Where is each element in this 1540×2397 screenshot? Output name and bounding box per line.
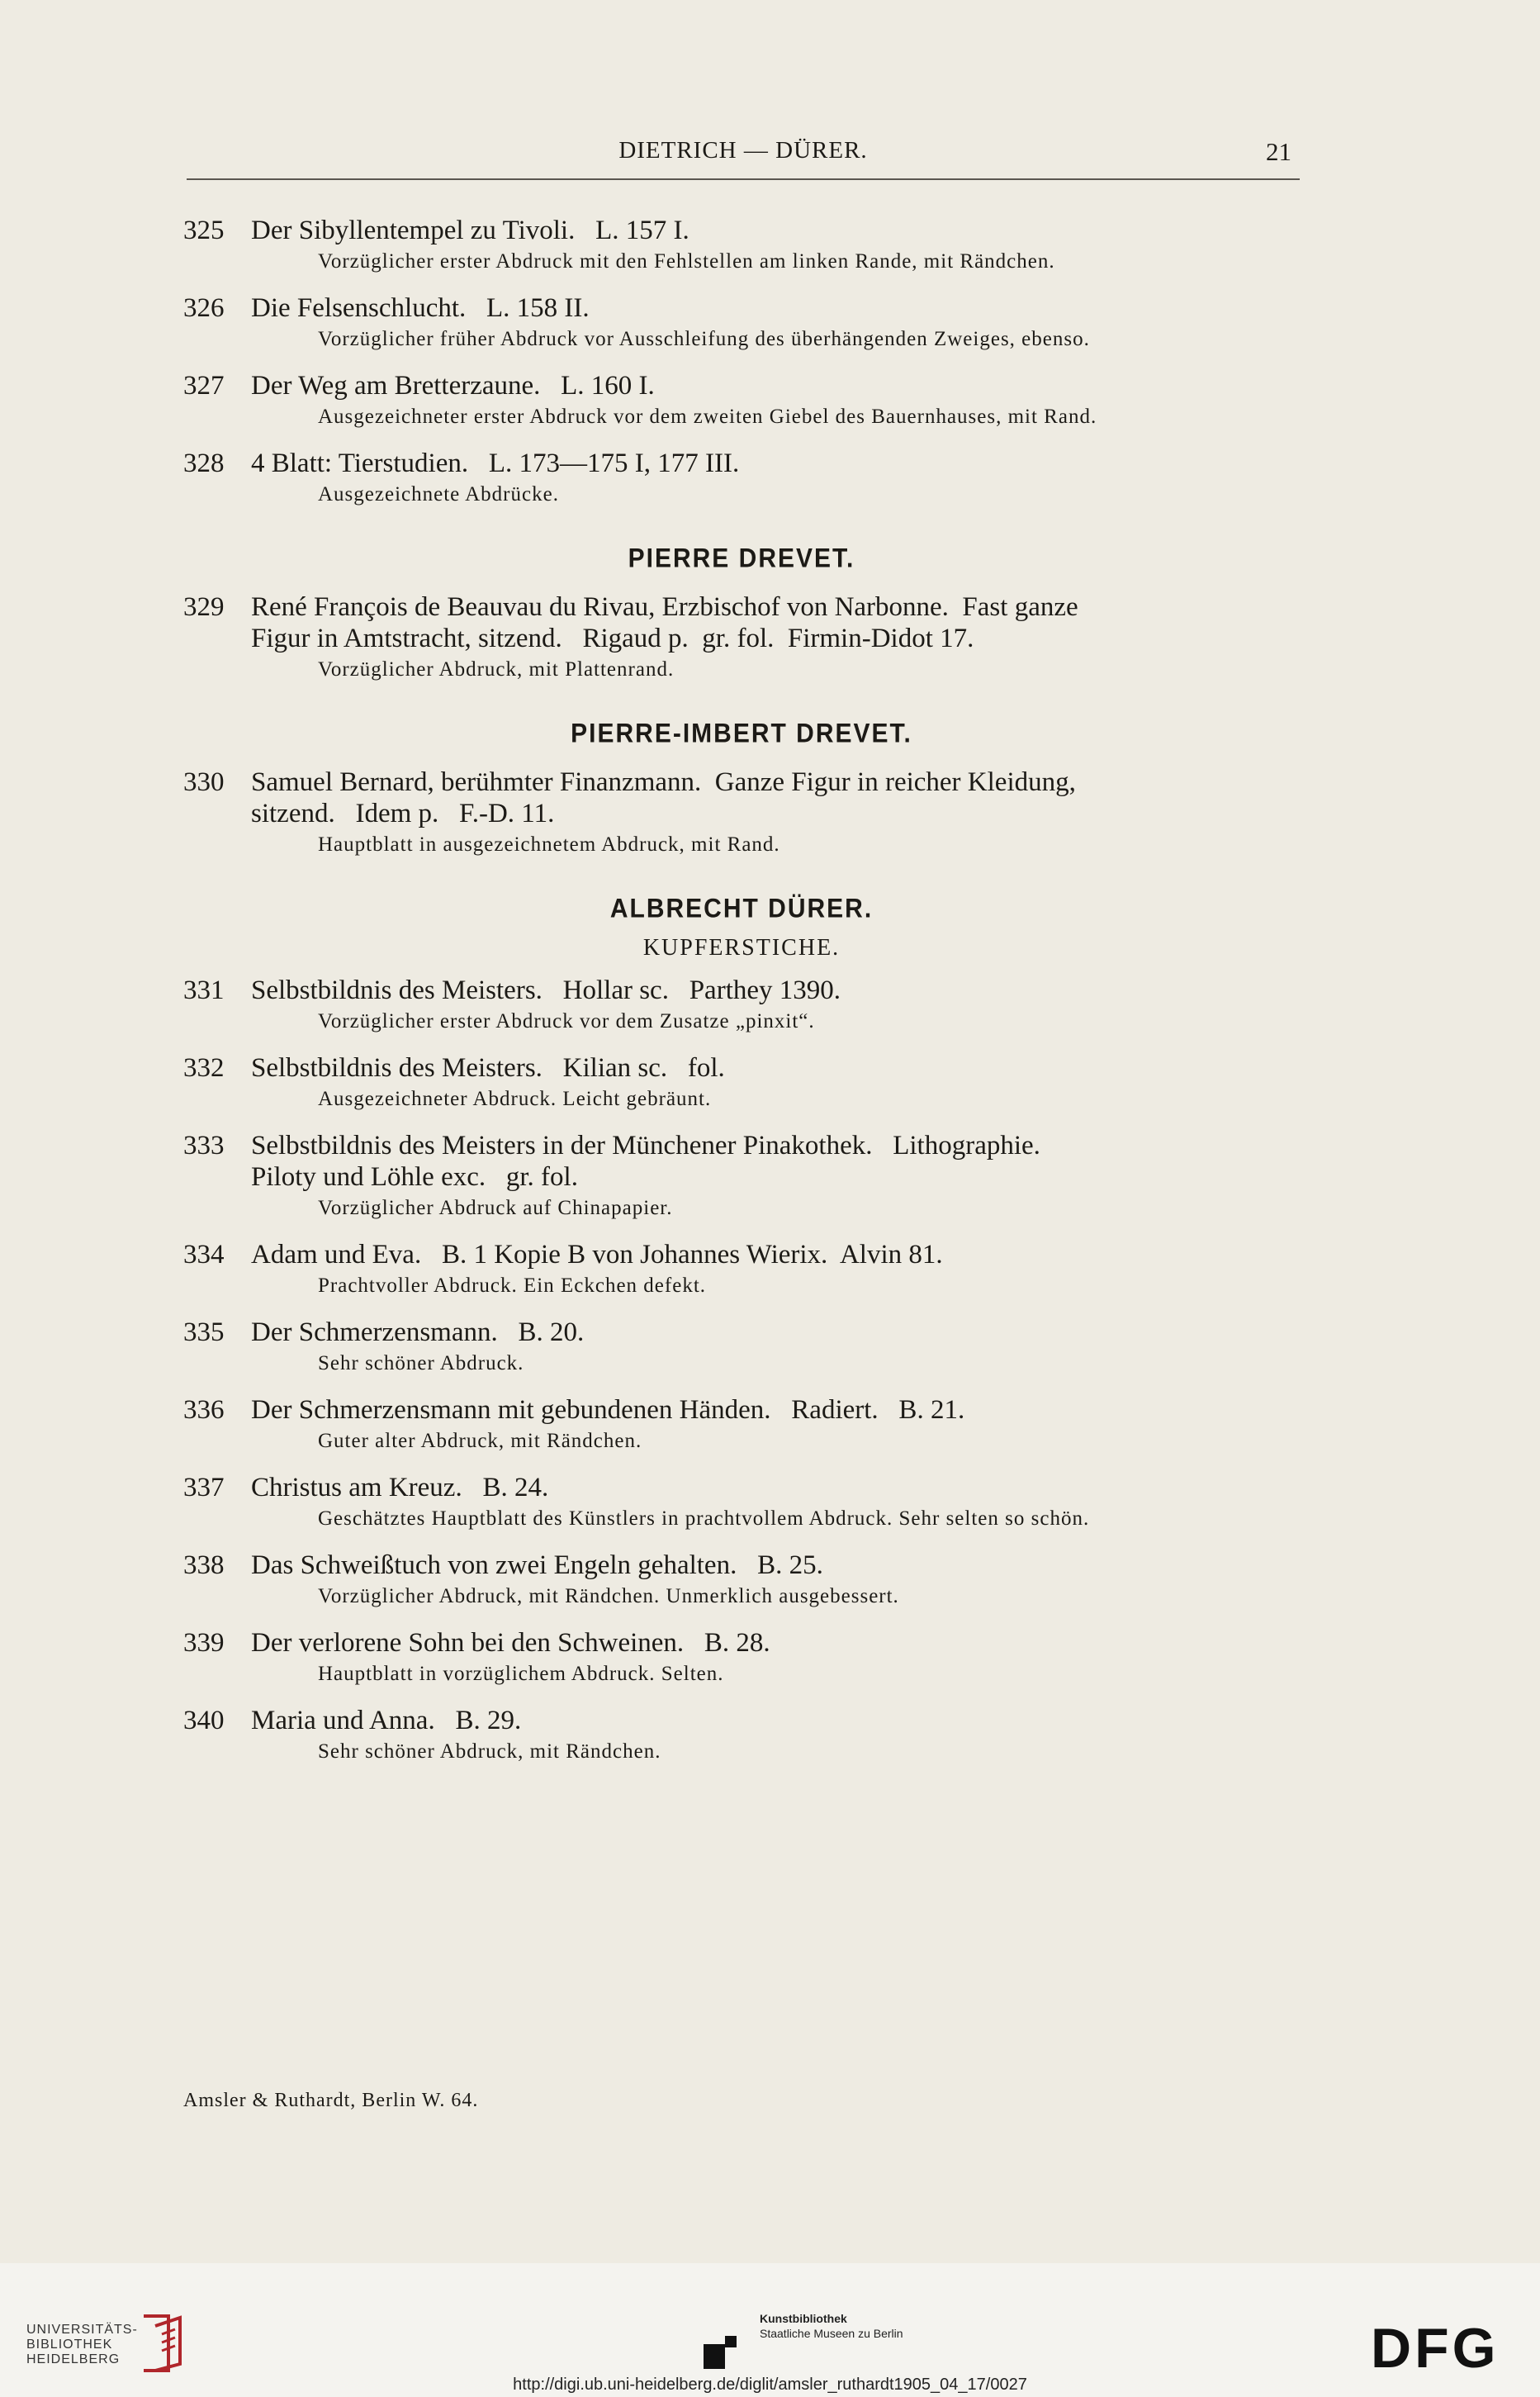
catalogue-entry <box>183 1317 1300 1376</box>
entry-title: Das Schweißtuch von zwei Engeln gehalten. B. 25. <box>251 1550 823 1580</box>
entry-title: Adam und Eva. B. 1 Kopie B von Johannes Wierix. Alvin 81. <box>251 1240 943 1270</box>
lot-number: 333 <box>183 1131 225 1161</box>
entry-title: Selbstbildnis des Meisters. Kilian sc. fol. <box>251 1053 725 1083</box>
kunstbibliothek-text <box>760 2311 903 2341</box>
entry-condition-note: Vorzüglicher erster Abdruck mit den Fehlstellen am linken Rande, mit Rändchen. <box>318 250 1055 273</box>
catalogue-entry <box>183 767 1300 857</box>
kunstbibliothek-name: Kunstbibliothek <box>760 2312 847 2325</box>
catalogue-entry <box>183 1550 1300 1609</box>
entry-title: Samuel Bernard, berühmter Finanzmann. Ganze Figur in reicher Kleidung, <box>251 767 1076 797</box>
entry-condition-note: Geschätztes Hauptblatt des Künstlers in prachtvollem Abdruck. Sehr selten so schön. <box>318 1507 1090 1530</box>
lot-number: 325 <box>183 216 225 245</box>
source-url-link[interactable]: http://digi.ub.uni-heidelberg.de/diglit/amsler_ruthardt1905_04_17/0027 <box>513 2376 1027 2394</box>
catalogue-entry <box>183 1239 1300 1298</box>
header-title: DIETRICH — DÜRER. <box>618 137 868 164</box>
entry-condition-note: Vorzüglicher Abdruck auf Chinapapier. <box>318 1197 673 1219</box>
section-heading: PIERRE-IMBERT DREVET. <box>571 719 912 749</box>
entry-condition-note: Vorzüglicher früher Abdruck vor Ausschleifung des überhängenden Zweiges, ebenso. <box>318 328 1090 350</box>
catalogue-entry <box>183 1472 1300 1531</box>
entry-condition-note: Vorzüglicher erster Abdruck vor dem Zusatze „pinxit“. <box>318 1010 815 1032</box>
lot-number: 339 <box>183 1628 225 1658</box>
lot-number: 328 <box>183 449 225 478</box>
entry-condition-note: Ausgezeichneter erster Abdruck vor dem zweiten Giebel des Bauernhauses, mit Rand. <box>318 406 1097 428</box>
lot-number: 334 <box>183 1240 225 1270</box>
entry-condition-note: Vorzüglicher Abdruck, mit Plattenrand. <box>318 658 675 681</box>
catalogue-entry <box>183 1394 1300 1454</box>
catalogue-entry <box>183 1052 1300 1112</box>
entry-title: Die Felsenschlucht. L. 158 II. <box>251 293 590 323</box>
printer-imprint: Amsler & Ruthardt, Berlin W. 64. <box>183 2090 479 2111</box>
catalogue-entry <box>183 591 1300 682</box>
catalogue-entry <box>183 292 1300 352</box>
section-subheading: KUPFERSTICHE. <box>642 935 841 961</box>
lot-number: 335 <box>183 1317 225 1347</box>
page-number: 21 <box>1266 137 1291 166</box>
digitization-footer <box>0 2263 1540 2397</box>
university-line: HEIDELBERG <box>26 2352 121 2366</box>
entry-condition-note: Ausgezeichnete Abdrücke. <box>318 483 559 506</box>
entry-condition-note: Hauptblatt in ausgezeichnetem Abdruck, mit Rand. <box>318 833 780 856</box>
entry-condition-note: Vorzüglicher Abdruck, mit Rändchen. Unmerklich ausgebessert. <box>318 1585 899 1607</box>
ub-heidelberg-logo-icon <box>137 2313 187 2374</box>
entry-title: Selbstbildnis des Meisters in der Münchener Pinakothek. Lithographie. <box>251 1131 1040 1161</box>
catalogue-entry <box>183 448 1300 507</box>
lot-number: 330 <box>183 767 225 797</box>
section-heading: PIERRE DREVET. <box>628 543 855 574</box>
entry-condition-note: Ausgezeichneter Abdruck. Leicht gebräunt. <box>318 1088 712 1110</box>
entry-title: Maria und Anna. B. 29. <box>251 1706 522 1735</box>
entry-title: Christus am Kreuz. B. 24. <box>251 1473 549 1502</box>
entry-condition-note: Guter alter Abdruck, mit Rändchen. <box>318 1430 642 1452</box>
catalogue-entry <box>183 370 1300 430</box>
lot-number: 327 <box>183 371 225 401</box>
lot-number: 340 <box>183 1706 225 1735</box>
university-library-text <box>26 2323 138 2367</box>
lot-number: 332 <box>183 1053 225 1083</box>
entry-title: Der Schmerzensmann. B. 20. <box>251 1317 585 1347</box>
lot-number: 331 <box>183 975 225 1005</box>
entry-title: 4 Blatt: Tierstudien. L. 173—175 I, 177 III. <box>251 449 740 478</box>
entry-title: Der verlorene Sohn bei den Schweinen. B. 28. <box>251 1628 770 1658</box>
kunstbibliothek-logo-icon <box>704 2336 737 2369</box>
catalogue-entry <box>183 1705 1300 1764</box>
entry-title-continued: Figur in Amtstracht, sitzend. Rigaud p. gr. fol. Firmin-Didot 17. <box>251 624 974 653</box>
dfg-logo: DFG <box>1371 2317 1500 2380</box>
catalogue-entry <box>183 215 1300 274</box>
lot-number: 338 <box>183 1550 225 1580</box>
kunstbibliothek-sub: Staatliche Museen zu Berlin <box>760 2327 903 2340</box>
entry-condition-note: Prachtvoller Abdruck. Ein Eckchen defekt. <box>318 1274 707 1297</box>
entry-title-continued: Piloty und Löhle exc. gr. fol. <box>251 1162 578 1192</box>
lot-number: 329 <box>183 592 225 622</box>
catalogue-content <box>183 215 1300 1782</box>
university-line: UNIVERSITÄTS- <box>26 2323 138 2337</box>
university-line: BIBLIOTHEK <box>26 2338 113 2352</box>
section-heading: ALBRECHT DÜRER. <box>609 894 874 924</box>
entry-condition-note: Sehr schöner Abdruck, mit Rändchen. <box>318 1740 661 1763</box>
catalogue-entry <box>183 1130 1300 1221</box>
entry-condition-note: Sehr schöner Abdruck. <box>318 1352 524 1374</box>
entry-title: Der Sibyllentempel zu Tivoli. L. 157 I. <box>251 216 689 245</box>
lot-number: 336 <box>183 1395 225 1425</box>
entry-title: Der Schmerzensmann mit gebundenen Händen. Radiert. B. 21. <box>251 1395 965 1425</box>
catalogue-entry <box>183 1627 1300 1687</box>
entry-title: Selbstbildnis des Meisters. Hollar sc. Parthey 1390. <box>251 975 841 1005</box>
entry-condition-note: Hauptblatt in vorzüglichem Abdruck. Selten. <box>318 1663 724 1685</box>
entry-title: Der Weg am Bretterzaune. L. 160 I. <box>251 371 655 401</box>
running-header <box>187 132 1300 180</box>
lot-number: 326 <box>183 293 225 323</box>
entry-title: René François de Beauvau du Rivau, Erzbischof von Narbonne. Fast ganze <box>251 592 1078 622</box>
catalogue-entry <box>183 975 1300 1034</box>
lot-number: 337 <box>183 1473 225 1502</box>
entry-title-continued: sitzend. Idem p. F.-D. 11. <box>251 799 555 828</box>
